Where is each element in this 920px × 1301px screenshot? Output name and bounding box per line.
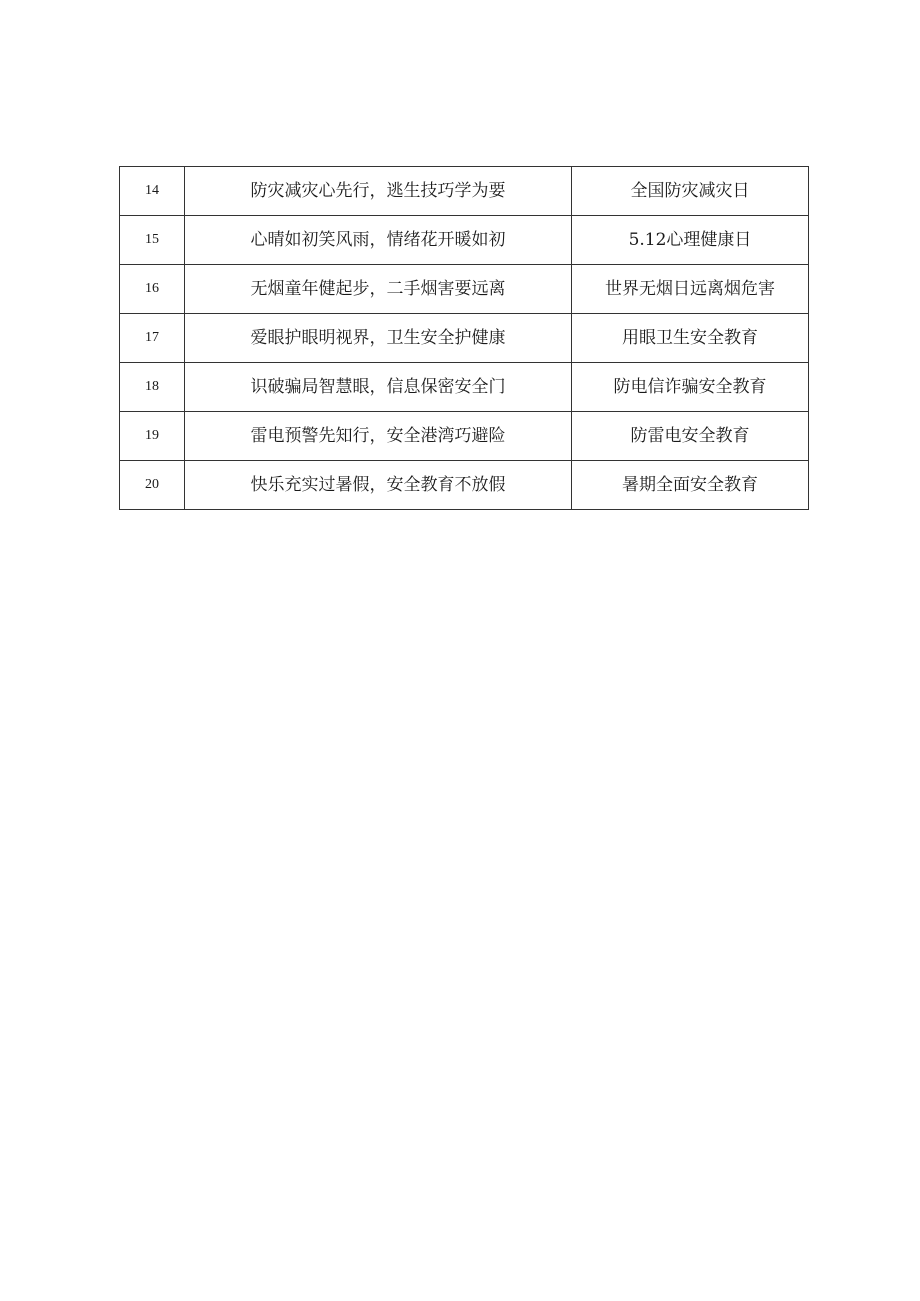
table-row [120,216,809,265]
event-cell: 防电信诈骗安全教育 [572,363,809,412]
theme-cell: 识破骗局智慧眼，信息保密安全门 [185,363,572,412]
theme-cell: 无烟童年健起步，二手烟害要远离 [185,265,572,314]
theme-cell: 爱眼护眼明视界，卫生安全护健康 [185,314,572,363]
event-cell: 用眼卫生安全教育 [572,314,809,363]
row-number: 16 [120,265,185,314]
theme-cell: 雷电预警先知行，安全港湾巧避险 [185,412,572,461]
table-row [120,412,809,461]
row-number: 17 [120,314,185,363]
event-cell: 全国防灾减灾日 [572,167,809,216]
theme-cell: 心晴如初笑风雨，情绪花开暖如初 [185,216,572,265]
table-row [120,167,809,216]
row-number: 20 [120,461,185,510]
theme-cell: 防灾减灾心先行，逃生技巧学为要 [185,167,572,216]
table-row [120,314,809,363]
table-row [120,363,809,412]
safety-education-table [119,166,809,510]
theme-cell: 快乐充实过暑假，安全教育不放假 [185,461,572,510]
row-number: 15 [120,216,185,265]
event-cell: 防雷电安全教育 [572,412,809,461]
event-cell: 暑期全面安全教育 [572,461,809,510]
row-number: 14 [120,167,185,216]
table-row [120,265,809,314]
row-number: 18 [120,363,185,412]
event-cell: 世界无烟日远离烟危害 [572,265,809,314]
row-number: 19 [120,412,185,461]
event-cell: 5.12心理健康日 [572,216,809,265]
table-row [120,461,809,510]
